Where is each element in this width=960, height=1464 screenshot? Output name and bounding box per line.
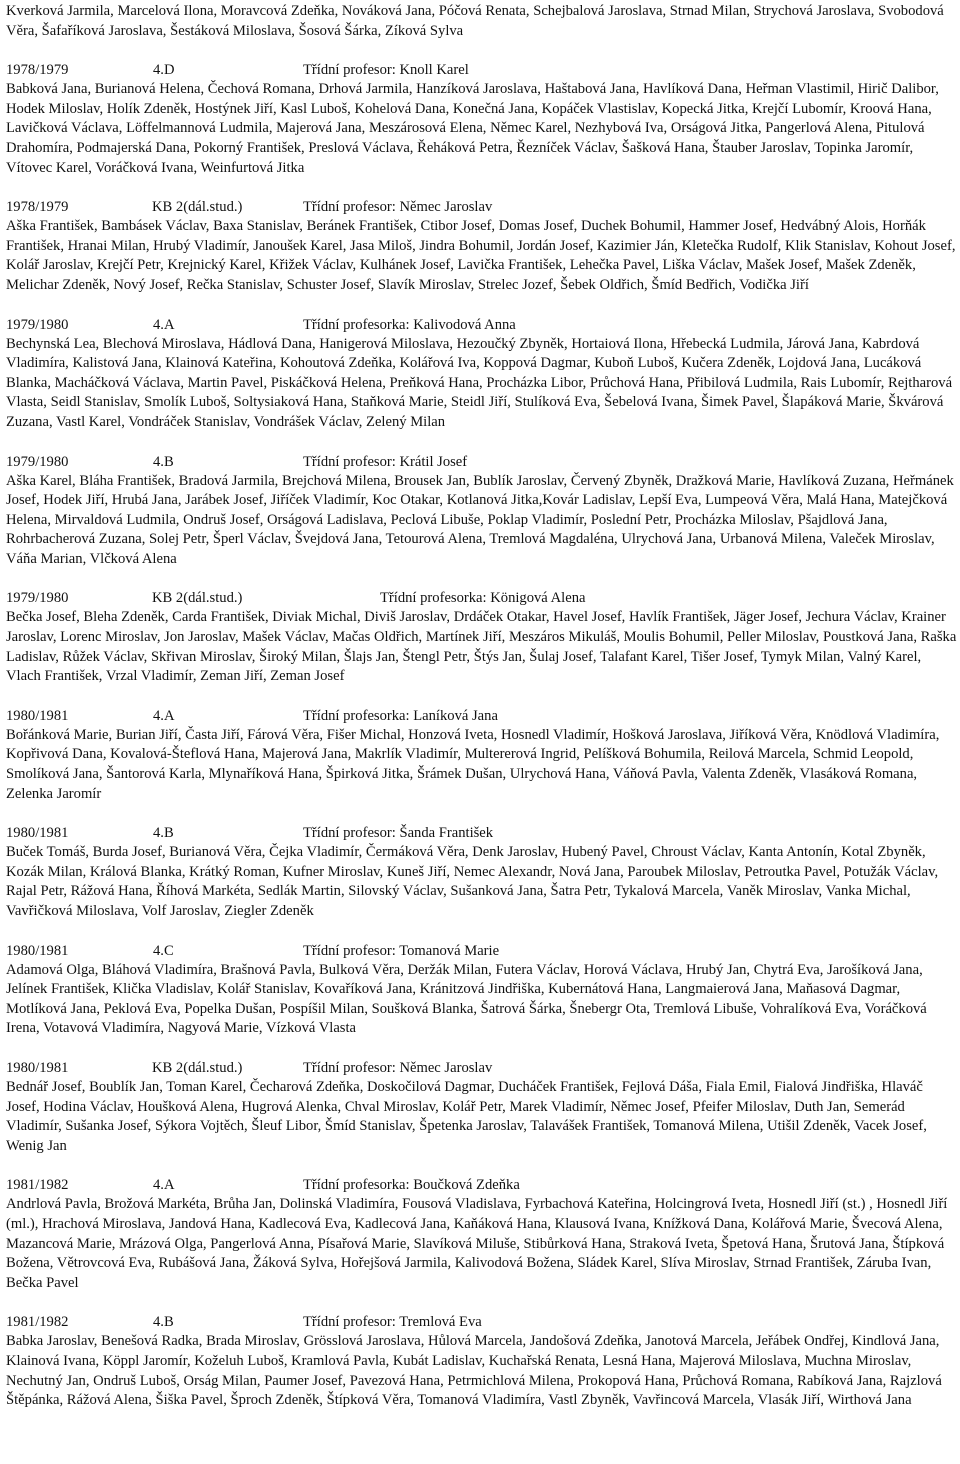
class-section bbox=[6, 823, 958, 921]
class-teacher: Třídní profesor: Němec Jaroslav bbox=[303, 199, 493, 216]
school-year: 1980/1981 bbox=[6, 825, 69, 842]
class-name: 4.D bbox=[153, 62, 175, 79]
class-section bbox=[6, 452, 958, 570]
student-name-list: Aška Karel, Bláha František, Bradová Jarmila, Brejchová Milena, Brousek Jan, Bublík Jaroslav, Červený Zbyněk, Dražková Marie, Havlíková Zuzana, Heřmánek Josef, Hodek Jiří, Hrubá Jana, Jarábek Josef, Jiříček Vladimír, Koc Otakar, Kotlanová Jitka,Kovár Ladislav, Lepší Eva, Lumpeová Věra, Malá Hana, Matejčková Helena, Mirvaldová Ludmila, Ondruš Josef, Orságová Ladislava, Peclová Libuše, Poklap Vladimír, Poslední Petr, Procházka Miloslav, Pšajdlová Jana, Rohrbacherová Zuzana, Solej Petr, Šperl Václav, Švejdová Jana, Tetourová Alena, Tremlová Magdaléna, Ulrychová Jana, Urbanová Milena, Valeček Miroslav, Váňa Marian, Vlčková Alena bbox=[6, 472, 954, 567]
student-name-list: Adamová Olga, Bláhová Vladimíra, Brašnová Pavla, Bulková Věra, Deržák Milan, Futera Václav, Horová Václava, Hrubý Jan, Chytrá Eva, Jarošíková Jana, Jelínek František, Klička Vladislav, Kolář Stanislav, Kovaříková Jana, Kránitzová Jindřiška, Kubernátová Hana, Langmaierová Jana, Maňasová Dagmar, Motlíková Jana, Peklová Eva, Popelka Dušan, Pospíšil Milan, Soušková Blanka, Šatrová Šárka, Šnebergr Ota, Tremlová Libuše, Vohralíková Eva, Voráčková Irena, Votavová Vladimíra, Nagyová Marie, Vízková Vlasta bbox=[6, 961, 927, 1037]
class-teacher: Třídní profesor: Tremlová Eva bbox=[303, 1314, 482, 1331]
class-section bbox=[6, 315, 958, 433]
school-year: 1981/1982 bbox=[6, 1177, 69, 1194]
school-year: 1978/1979 bbox=[6, 62, 69, 79]
section-heading bbox=[6, 197, 958, 217]
class-name: KB 2(dál.stud.) bbox=[152, 590, 243, 607]
class-section bbox=[6, 1312, 958, 1410]
class-name: 4.B bbox=[153, 825, 174, 842]
student-name-list: Bechynská Lea, Blechová Miroslava, Hádlová Dana, Hanigerová Miloslava, Hezoučký Zbyněk, Hortaiová Ilona, Hřebecká Ludmila, Járová Jana, Kabrdová Vladimíra, Kalistová Jana, Klainová Kateřina, Kohoutová Zdeňka, Kolářová Iva, Koppová Dagmar, Kuboň Luboš, Kučera Zdeněk, Lojdová Jana, Lucáková Blanka, Macháčková Václava, Martin Pavel, Piskáčková Helena, Preňková Hana, Procházka Libor, Průchová Hana, Přibilová Ludmila, Rais Lubomír, Rejtharová Vlasta, Seidl Stanislav, Smolík Luboš, Soltysiaková Hana, Staňková Marie, Steidl Jiří, Stulíková Eva, Šebelová Ivana, Šimek Pavel, Šlapáková Marie, Škvárová Zuzana, Vastl Karel, Vondráček Stanislav, Vondrášek Václav, Zelený Milan bbox=[6, 335, 953, 430]
class-name: 4.C bbox=[153, 942, 174, 959]
class-teacher: Třídní profesor: Knoll Karel bbox=[303, 62, 469, 79]
section-heading bbox=[6, 452, 958, 472]
document-page bbox=[6, 0, 958, 1411]
section-heading bbox=[6, 706, 958, 726]
student-name-list: Babková Jana, Burianová Helena, Čechová Romana, Drhová Jarmila, Hanzíková Jaroslava, Haštabová Jana, Havlíková Dana, Heřman Vlastimil, Hirič Dalibor, Hodek Miloslav, Holík Zdeněk, Hostýnek Jiří, Kasl Luboš, Kohelová Dana, Konečná Jana, Kopáček Vlastislav, Kopecká Jitka, Krejčí Lubomír, Kroová Hana, Lavičková Václava, Löffelmannová Ludmila, Majerová Jana, Meszárosová Elena, Němec Karel, Nezhybová Iva, Orságová Jitka, Pangerlová Alena, Pitulová Drahomíra, Podmajerská Dana, Pokorný František, Preslová Václava, Řeháková Petra, Řezníček Václav, Šašková Hana, Štauber Jaroslav, Topinka Jaromír, Vítovec Karel, Voráčková Ivana, Weinfurtová Jitka bbox=[6, 81, 939, 176]
class-teacher: Třídní profesorka: Boučková Zdeňka bbox=[303, 1177, 520, 1194]
school-year: 1980/1981 bbox=[6, 942, 69, 959]
student-name-list: Bednář Josef, Boublík Jan, Toman Karel, Čecharová Zdeňka, Doskočilová Dagmar, Ducháček František, Fejlová Dáša, Fiala Emil, Fialová Jindřiška, Hlaváč Josef, Hodina Václav, Houšková Alena, Hugrová Alenka, Chval Miroslav, Kolář Petr, Marek Vladimír, Němec Josef, Pfeifer Miloslav, Duth Jan, Semerád Vladimír, Sušanka Josef, Sýkora Vojtěch, Šleuf Libor, Šmíd Stanislav, Špetenka Jaroslav, Talavášek František, Tomanová Milena, Utišil Zdeněk, Vacek Josef, Wenig Jan bbox=[6, 1078, 927, 1154]
class-section bbox=[6, 197, 958, 295]
school-year: 1980/1981 bbox=[6, 1059, 69, 1076]
class-teacher: Třídní profesor: Šanda František bbox=[303, 825, 494, 842]
school-year: 1979/1980 bbox=[6, 590, 69, 607]
class-sections bbox=[6, 60, 958, 1411]
student-name-list: Buček Tomáš, Burda Josef, Burianová Věra, Čejka Vladimír, Čermáková Věra, Denk Jaroslav, Hubený Pavel, Chroust Václav, Kanta Antonín, Kotal Zbyněk, Kozák Milan, Králová Blanka, Krátký Roman, Kufner Miroslav, Kuneš Jiří, Nemec Alexandr, Nová Jana, Paroubek Miloslav, Petroutka Pavel, Potužák Václav, Rajal Petr, Rážová Hana, Říhová Markéta, Sedlák Martin, Silovský Václav, Sušanková Jana, Šatra Petr, Tykalová Marcela, Vaněk Miroslav, Vanka Michal, Vavřičková Miloslava, Volf Jaroslav, Ziegler Zdeněk bbox=[6, 844, 939, 919]
intro-name-list: Kverková Jarmila, Marcelová Ilona, Moravcová Zdeňka, Nováková Jana, Póčová Renata, Schejbalová Jaroslava, Strnad Milan, Strychová Jaroslava, Svobodová Věra, Šafaříková Jaroslava, Šestáková Miloslava, Šosová Šárka, Zíková Sylva bbox=[6, 3, 944, 39]
class-name: KB 2(dál.stud.) bbox=[152, 199, 243, 216]
class-teacher: Třídní profesorka: Königová Alena bbox=[380, 590, 586, 607]
section-heading bbox=[6, 60, 958, 80]
section-heading bbox=[6, 1312, 958, 1332]
class-name: 4.A bbox=[153, 1177, 175, 1194]
school-year: 1978/1979 bbox=[6, 199, 69, 216]
class-teacher: Třídní profesor: Krátil Josef bbox=[303, 453, 468, 470]
student-name-list: Babka Jaroslav, Benešová Radka, Brada Miroslav, Grösslová Jaroslava, Hůlová Marcela, Jandošová Zdeňka, Janotová Marcela, Jeřábek Ondřej, Kindlová Jana, Klainová Ivana, Köppl Jaromír, Koželuh Luboš, Kramlová Pavla, Kubát Ladislav, Kuchařská Renata, Lesná Hana, Majerová Miloslava, Muchna Miroslav, Nechutný Jan, Ondruš Luboš, Orság Milan, Paumer Josef, Pavezová Hana, Petrmichlová Milena, Prokopová Hana, Průchová Romana, Rabíková Jana, Rajzlová Štěpánka, Rážová Alena, Šiška Pavel, Šproch Zdeněk, Štípková Věra, Tomanová Vladimíra, Vastl Zbyněk, Vavřincová Marcela, Vlasák Jiří, Wirthová Jana bbox=[6, 1333, 942, 1409]
class-teacher: Třídní profesor: Tomanová Marie bbox=[303, 942, 500, 959]
class-section bbox=[6, 1058, 958, 1156]
student-name-list: Bořánková Marie, Burian Jiří, Časta Jiří, Fárová Věra, Fišer Michal, Honzová Iveta, Hosnedl Vladimír, Hošková Jaroslava, Jiříková Věra, Knödlová Vladimíra, Kopřivová Dana, Kovalová-Šteflová Hana, Majerová Jana, Makrlík Vladimír, Multererová Ingrid, Pelíšková Bohumila, Reilová Marcela, Schmid Leopold, Smolíková Jana, Šantorová Karla, Mlynaříková Hana, Špirková Jitka, Šrámek Dušan, Ulrychová Hana, Váňová Pavla, Valenta Zdeněk, Vlasáková Romana, Zelenka Jaromír bbox=[6, 726, 940, 802]
class-name: 4.B bbox=[153, 453, 174, 470]
section-heading bbox=[6, 588, 958, 608]
section-heading bbox=[6, 1175, 958, 1195]
section-heading bbox=[6, 1058, 958, 1078]
class-teacher: Třídní profesorka: Kalivodová Anna bbox=[303, 316, 516, 333]
class-teacher: Třídní profesorka: Laníková Jana bbox=[303, 707, 498, 724]
class-section bbox=[6, 941, 958, 1039]
class-name: KB 2(dál.stud.) bbox=[152, 1059, 243, 1076]
school-year: 1979/1980 bbox=[6, 453, 69, 470]
school-year: 1979/1980 bbox=[6, 316, 69, 333]
school-year: 1981/1982 bbox=[6, 1314, 69, 1331]
class-section bbox=[6, 706, 958, 804]
class-section bbox=[6, 1175, 958, 1293]
student-name-list: Andrlová Pavla, Brožová Markéta, Brůha Jan, Dolinská Vladimíra, Fousová Vladislava, Fyrbachová Kateřina, Holcingrová Iveta, Hosnedl Jiří (st.) , Hosnedl Jiří (ml.), Hrachová Miroslava, Jandová Hana, Kadlecová Eva, Kadlecová Jana, Kaňáková Hana, Klausová Ivana, Knížková Dana, Kolářová Marie, Švecová Alena, Mazancová Marie, Mrázová Olga, Pangerlová Anna, Písařová Marie, Slavíková Miluše, Stibůrková Hana, Straková Iveta, Špetová Hana, Šrutová Jana, Štípková Božena, Větrovcová Eva, Rubášová Jana, Žáková Sylva, Hořejšová Jarmila, Kalivodová Božena, Sládek Karel, Slíva Miroslav, Strnad František, Záruba Ivan, Bečka Pavel bbox=[6, 1196, 948, 1291]
class-name: 4.B bbox=[153, 1314, 174, 1331]
student-name-list: Aška František, Bambásek Václav, Baxa Stanislav, Beránek František, Ctibor Josef, Domas Josef, Duchek Bohumil, Hammer Josef, Hedvábný Alois, Horňák František, Hranai Milan, Hrubý Vladimír, Janoušek Karel, Jasa Miloš, Jindra Bohumil, Jordán Josef, Kazimier Ján, Kletečka Rudolf, Klik Stanislav, Kohout Josef, Kolář Jaroslav, Krejčí Petr, Krejnický Karel, Křižek Václav, Kulhánek Josef, Lavička František, Lehečka Pavel, Liška Václav, Mašek Josef, Mašek Zdeněk, Melichar Zdeněk, Nový Josef, Rečka Stanislav, Schuster Josef, Slavík Miroslav, Strelec Jozef, Šebek Oldřich, Šmíd Bedřich, Vodička Jiří bbox=[6, 218, 956, 293]
class-teacher: Třídní profesor: Němec Jaroslav bbox=[303, 1059, 493, 1076]
section-heading bbox=[6, 823, 958, 843]
class-name: 4.A bbox=[153, 707, 175, 724]
class-section bbox=[6, 60, 958, 178]
class-name: 4.A bbox=[153, 316, 175, 333]
section-heading bbox=[6, 315, 958, 335]
section-heading bbox=[6, 941, 958, 961]
class-section bbox=[6, 588, 958, 686]
student-name-list: Bečka Josef, Bleha Zdeněk, Carda František, Diviak Michal, Diviš Jaroslav, Drdáček Otakar, Havel Josef, Havlík František, Jäger Josef, Jechura Václav, Krainer Jaroslav, Lorenc Miroslav, Jon Jaroslav, Mašek Václav, Mačas Oldřich, Martínek Jiří, Meszáros Mikuláš, Moulis Bohumil, Peller Miloslav, Poustková Jana, Raška Ladislav, Růžek Václav, Skřivan Miroslav, Široký Milan, Šlajs Jan, Štengl Petr, Štýs Jan, Šulaj Josef, Talafant Karel, Tišer Josef, Tymyk Milan, Valný Karel, Vlach František, Vrzal Vladimír, Zeman Jiří, Zeman Josef bbox=[6, 609, 957, 685]
school-year: 1980/1981 bbox=[6, 707, 69, 724]
